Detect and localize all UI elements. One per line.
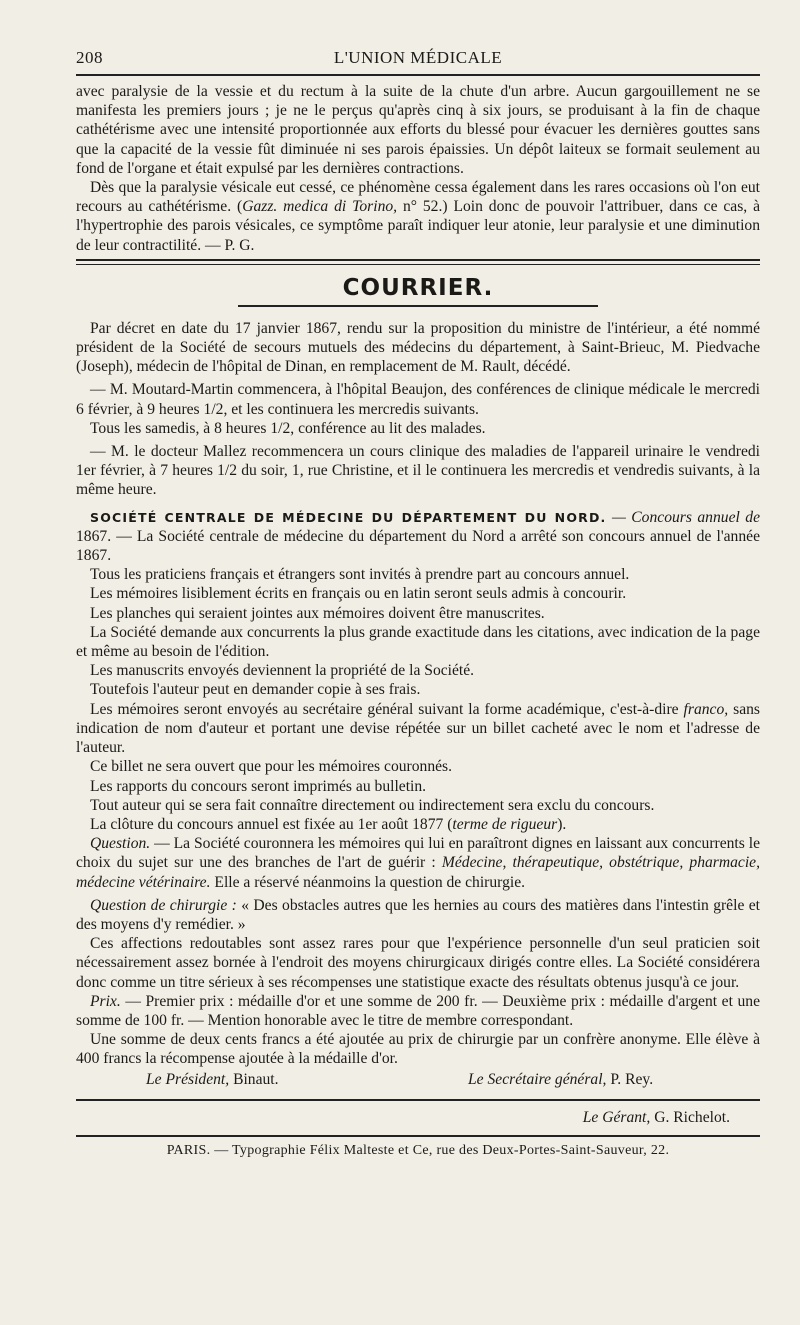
memoires-text-b: sans indication de nom d'auteur et portant une devise répétée sur un billet cacheté avec le nom et l'adresse de l'auteur. (76, 700, 760, 757)
president-name: Binaut. (233, 1070, 279, 1088)
memoires-text-a: Les mémoires seront envoyés au secrétaire général suivant la forme académique, c'est-à-dire (90, 700, 684, 718)
gerant-signature (76, 1109, 730, 1127)
cloture-text-b: ). (557, 815, 567, 833)
running-title: L'UNION MÉDICALE (333, 48, 503, 67)
intro-text-b: n° 52.) Loin donc de pouvoir l'attribuer, dans ce cas, à l'hypertrophie des parois vésicales, ce symptôme paraît indiquer leur atonie, leur paralysie et une diminution de leur contractilité. — P. G. (76, 198, 761, 254)
intro-paragraph-2 (76, 178, 760, 255)
chirurgie-text: « Des obstacles autres que les hernies au cours des matières dans l'intestin grêle et des moyens d'y remédier. » (76, 896, 760, 933)
intro-paragraph-1: avec paralysie de la vessie et du rectum à la suite de la chute d'un arbre. Aucun gargouillement ne se manifesta les premiers jours ; je ne le perçus qu'après cinq à six jours, se produisant à la fin de chaque cathétérisme avec une intensité proportionnée aux efforts du blessé pour évacuer les dernières gouttes sans que la capacité de la vessie fût diminuée ni ses parois épaissies. Un dépôt laiteux se formait seulement au fond de l'organe et était expulsé par les dernières contractions. (76, 83, 760, 177)
societe-line: Toutefois l'auteur peut en demander copie à ses frais. (90, 681, 421, 699)
prix-text: — Premier prix : médaille d'or et une somme de 200 fr. — Deuxième prix : médaille d'argent et une somme de 100 fr. — Mention honorable avec le titre de membre correspondant. (76, 992, 760, 1029)
imprint-line: PARIS. — Typographie Félix Malteste et Ce, rue des Deux-Portes-Saint-Sauveur, 22. (166, 1142, 670, 1158)
question-text-a: — La Société couronnera les mémoires qui lui en paraîtront dignes en laissant aux concurrents le choix du sujet sur une des branches de l'art de guérir : (76, 835, 760, 872)
societe-line: Tout auteur qui se sera fait connaître directement ou indirectement sera exclu du concours. (90, 796, 655, 814)
page-header (76, 44, 760, 74)
societe-heading: SOCIÉTÉ CENTRALE DE MÉDECINE DU DÉPARTEMENT DU NORD. (90, 509, 607, 525)
societe-intro (76, 508, 760, 566)
gerant-name: G. Richelot. (654, 1108, 730, 1126)
question-branches: Médecine, thérapeutique, obstétrique, pharmacie, médecine vétérinaire. (76, 854, 760, 891)
section-double-rule (76, 259, 760, 265)
societe-intro-text: 1867. — La Société centrale de médecine du département du Nord a arrêté son concours annuel de l'année 1867. (76, 527, 760, 565)
president-signature (146, 1071, 279, 1089)
question-paragraph (76, 834, 760, 892)
header-rule (76, 74, 760, 76)
secretaire-name: P. Rey. (610, 1070, 654, 1088)
societe-line: Les mémoires lisiblement écrits en français ou en latin seront seuls admis à concourir. (90, 585, 627, 603)
cloture-text-a: La clôture du concours annuel est fixée au 1er août 1877 ( (90, 815, 453, 833)
footer-rule (76, 1099, 760, 1101)
question-text-b: Elle a réservé néanmoins la question de chirurgie. (210, 873, 526, 891)
societe-line: Les manuscrits envoyés deviennent la propriété de la Société. (90, 662, 475, 680)
societe-line: Ce billet ne sera ouvert que pour les mémoires couronnés. (90, 758, 453, 776)
signature-row (76, 1069, 760, 1091)
courrier-heading: COURRIER. (342, 274, 494, 301)
courrier-paragraph-3: Tous les samedis, à 8 heures 1/2, conférence au lit des malades. (90, 419, 486, 437)
somme-paragraph: Une somme de deux cents francs a été ajoutée au prix de chirurgie par un confrère anonyme. Elle élève à 400 francs la récompense ajoutée à la médaille d'or. (76, 1031, 760, 1068)
concours-label: — Concours annuel de (611, 508, 760, 526)
societe-line: Les rapports du concours seront imprimés au bulletin. (90, 777, 427, 795)
gerant-label: Le Gérant, (582, 1108, 651, 1126)
societe-line: La Société demande aux concurrents la plus grande exactitude dans les citations, avec indication de la page et même au besoin de l'édition. (76, 623, 760, 661)
imprint-rule (76, 1135, 760, 1137)
secretaire-label: Le Secrétaire général, (468, 1070, 607, 1088)
societe-line: Tous les praticiens français et étrangers sont invités à prendre part au concours annuel. (90, 566, 630, 584)
prix-paragraph (76, 992, 760, 1030)
affections-paragraph: Ces affections redoutables sont assez rares pour que l'expérience personnelle d'un seul praticien soit nécessairement assez bornée à l'endroit des moyens chirurgicaux dirigés contre elles. La Société considérera donc comme un titre sérieux à ses récompenses une statistique exacte des résultats obtenus jusqu'à ce jour. (76, 935, 760, 991)
intro-citation: Gazz. medica di Torino, (242, 198, 398, 216)
courrier-paragraph-4: — M. le docteur Mallez recommencera un cours clinique des maladies de l'appareil urinaire le vendredi 1er février, à 7 heures 1/2 du soir, 1, rue Christine, et il le continuera les mercredis et vendredis suivants, à la même heure. (76, 443, 760, 499)
chirurgie-label: Question de chirurgie : (90, 896, 237, 914)
intro-text-a: Dès que la paralysie vésicale eut cessé, ce phénomène cessa également dans les rares occasions où l'on eut recours au cathétérisme. ( (76, 179, 760, 216)
chirurgie-paragraph (76, 896, 760, 934)
cloture-terme: terme de rigueur (452, 815, 558, 833)
courrier-rule (238, 305, 598, 307)
prix-label: Prix. (90, 992, 121, 1010)
societe-line: Les planches qui seraient jointes aux mémoires doivent être manuscrites. (90, 604, 545, 622)
question-label: Question. (90, 835, 151, 853)
courrier-paragraph-1: Par décret en date du 17 janvier 1867, rendu sur la proposition du ministre de l'intérieur, a été nommé président de la Société de secours mutuels des médecins du département, à Saint-Brieuc, M. Piedvache (Joseph), médecin de l'hôpital de Dinan, en remplacement de M. Rault, décédé. (76, 319, 760, 376)
page-number: 208 (76, 48, 103, 67)
cloture-paragraph (76, 815, 760, 834)
memoires-paragraph (76, 700, 760, 758)
secretaire-signature (468, 1071, 653, 1089)
memoires-franco: franco, (683, 700, 729, 718)
president-label: Le Président, (146, 1070, 230, 1088)
courrier-paragraph-2: — M. Moutard-Martin commencera, à l'hôpital Beaujon, des conférences de clinique médicale le mercredi 6 février, à 9 heures 1/2, et les continuera les mercredis suivants. (76, 381, 760, 418)
